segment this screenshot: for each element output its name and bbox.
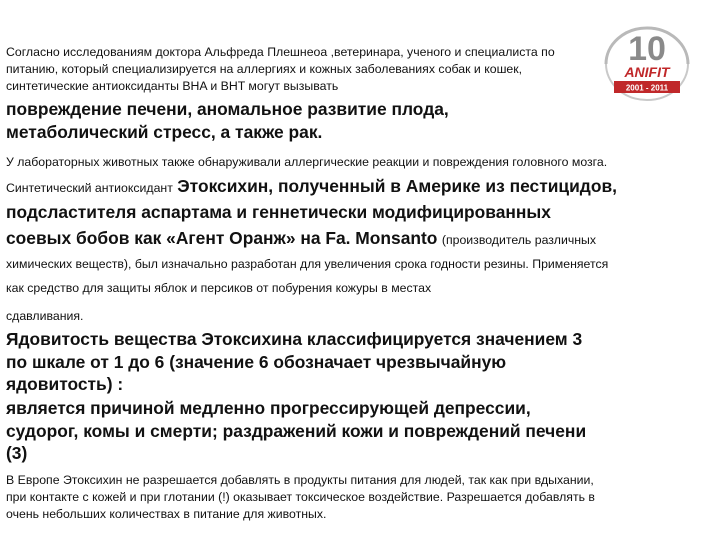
- paragraph-2: [6, 150, 618, 300]
- paragraph-4: В Европе Этоксихин не разрешается добавлять в продукты питания для людей, так как при вдыхании, при контакте с кожей и при глотании (!) оказывает токсическое воздействие. Разрешается добавлять в очень небольших количествах в питание для животных.: [6, 473, 595, 521]
- paragraph-2-end: (производитель различных химических веществ), был изначально разработан для увеличения срока годности резины. Применяется как средство для защиты яблок и персиков от побурения кожуры в местах: [6, 233, 609, 295]
- paragraph-1: Согласно исследованиям доктора Альфреда Плешнеоа ,ветеринара, ученого и специалиста по питанию, который специализируется на аллергиях и кожных заболеваниях собак и кошек, синтетические антиоксиданты BHA и BHT могут вызывать: [6, 45, 555, 93]
- anifit-anniversary-logo: [592, 24, 702, 104]
- paragraph-2-start: У лабораторных животных также обнаруживали аллергические реакции и повреждения головного мозга. Синтетический антиоксидант: [6, 155, 608, 195]
- logo-number: 10: [628, 30, 666, 68]
- paragraph-2-emphasis: Этоксихин, полученный в Америке из пестицидов, подсластителя аспартама и геннетически модифицированных соевых бобов как «Агент Оранж» на Fa. Monsanto: [6, 176, 617, 248]
- logo-brand: ANIFIT: [624, 64, 670, 80]
- paragraph-2-last: сдавливания.: [6, 309, 84, 323]
- paragraph-3-emphasis: Ядовитость вещества Этоксихина классифицируется значением 3 по шкале от 1 до 6 (значение 6 обозначает чрезвычайную ядовитость) :: [6, 329, 583, 394]
- paragraph-3-emphasis-2: является причиной медленно прогрессирующей депрессии, судорог, комы и смерти; раздражений кожи и повреждений печени (3): [6, 398, 587, 463]
- paragraph-1-emphasis: повреждение печени, аномальное развитие плода, метаболический стресс, а также рак.: [6, 99, 449, 142]
- logo-years: 2001 - 2011: [625, 83, 669, 93]
